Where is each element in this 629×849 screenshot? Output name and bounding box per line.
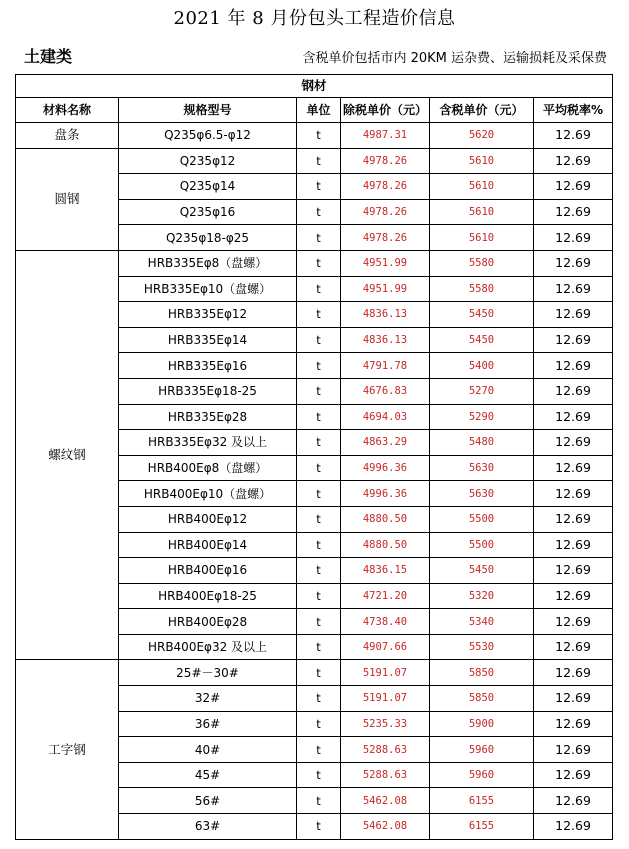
spec-cell: HRB400Eφ32 及以上 — [119, 634, 297, 660]
tax-rate-cell: 12.69 — [534, 302, 613, 328]
header-ex-tax-price: 除税单价（元） — [341, 98, 430, 123]
tax-rate-cell: 12.69 — [534, 148, 613, 174]
tax-rate-cell: 12.69 — [534, 353, 613, 379]
inc-tax-price-cell: 5480 — [430, 430, 534, 456]
inc-tax-price-cell: 5630 — [430, 455, 534, 481]
ex-tax-price-cell: 4694.03 — [341, 404, 430, 430]
ex-tax-price-cell: 4676.83 — [341, 378, 430, 404]
tax-rate-cell: 12.69 — [534, 762, 613, 788]
spec-cell: HRB400Eφ12 — [119, 506, 297, 532]
unit-cell: t — [297, 430, 341, 456]
ex-tax-price-cell: 4836.15 — [341, 558, 430, 584]
unit-cell: t — [297, 660, 341, 686]
ex-tax-price-cell: 4836.13 — [341, 327, 430, 353]
unit-cell: t — [297, 404, 341, 430]
ex-tax-price-cell: 4907.66 — [341, 634, 430, 660]
inc-tax-price-cell: 5450 — [430, 327, 534, 353]
spec-cell: HRB400Eφ18-25 — [119, 583, 297, 609]
spec-cell: 45# — [119, 762, 297, 788]
tax-rate-cell: 12.69 — [534, 558, 613, 584]
tax-rate-cell: 12.69 — [534, 276, 613, 302]
ex-tax-price-cell: 4951.99 — [341, 276, 430, 302]
inc-tax-price-cell: 5500 — [430, 532, 534, 558]
ex-tax-price-cell: 4978.26 — [341, 225, 430, 251]
tax-rate-cell: 12.69 — [534, 481, 613, 507]
ex-tax-price-cell: 5288.63 — [341, 762, 430, 788]
inc-tax-price-cell: 5900 — [430, 711, 534, 737]
ex-tax-price-cell: 4978.26 — [341, 148, 430, 174]
tax-rate-cell: 12.69 — [534, 711, 613, 737]
inc-tax-price-cell: 5290 — [430, 404, 534, 430]
tax-rate-cell: 12.69 — [534, 250, 613, 276]
spec-cell: Q235φ18-φ25 — [119, 225, 297, 251]
header-unit: 单位 — [297, 98, 341, 123]
unit-cell: t — [297, 199, 341, 225]
unit-cell: t — [297, 762, 341, 788]
ex-tax-price-cell: 4863.29 — [341, 430, 430, 456]
unit-cell: t — [297, 353, 341, 379]
inc-tax-price-cell: 5850 — [430, 660, 534, 686]
page-title: 2021 年 8 月份包头工程造价信息 — [173, 8, 456, 29]
inc-tax-price-cell: 5450 — [430, 558, 534, 584]
spec-cell: HRB400Eφ14 — [119, 532, 297, 558]
inc-tax-price-cell: 5960 — [430, 737, 534, 763]
header-inc-tax-price: 含税单价（元） — [430, 98, 534, 123]
inc-tax-price-cell: 5580 — [430, 276, 534, 302]
table-row — [16, 148, 613, 174]
spec-cell: HRB335Eφ12 — [119, 302, 297, 328]
ex-tax-price-cell: 5191.07 — [341, 686, 430, 712]
tax-rate-cell: 12.69 — [534, 660, 613, 686]
tax-rate-cell: 12.69 — [534, 327, 613, 353]
ex-tax-price-cell: 4996.36 — [341, 481, 430, 507]
unit-cell: t — [297, 225, 341, 251]
spec-cell: HRB400Eφ8（盘螺） — [119, 455, 297, 481]
spec-cell: 63# — [119, 814, 297, 840]
inc-tax-price-cell: 5620 — [430, 123, 534, 149]
spec-cell: Q235φ14 — [119, 174, 297, 200]
tax-rate-cell: 12.69 — [534, 123, 613, 149]
unit-cell: t — [297, 814, 341, 840]
unit-cell: t — [297, 455, 341, 481]
unit-cell: t — [297, 583, 341, 609]
inc-tax-price-cell: 5610 — [430, 199, 534, 225]
ex-tax-price-cell: 4880.50 — [341, 532, 430, 558]
spec-cell: HRB335Eφ28 — [119, 404, 297, 430]
unit-cell: t — [297, 481, 341, 507]
inc-tax-price-cell: 5320 — [430, 583, 534, 609]
spec-cell: 25#－30# — [119, 660, 297, 686]
material-name-cell: 圆钢 — [16, 148, 119, 250]
tax-rate-cell: 12.69 — [534, 404, 613, 430]
inc-tax-price-cell: 5500 — [430, 506, 534, 532]
inc-tax-price-cell: 6155 — [430, 814, 534, 840]
price-note: 含税单价包括市内 20KM 运杂费、运输损耗及采保费 — [302, 51, 607, 66]
price-table — [15, 74, 613, 840]
inc-tax-price-cell: 5340 — [430, 609, 534, 635]
ex-tax-price-cell: 4738.40 — [341, 609, 430, 635]
tax-rate-cell: 12.69 — [534, 506, 613, 532]
unit-cell: t — [297, 711, 341, 737]
spec-cell: HRB400Eφ10（盘螺） — [119, 481, 297, 507]
spec-cell: Q235φ6.5-φ12 — [119, 123, 297, 149]
tax-rate-cell: 12.69 — [534, 225, 613, 251]
ex-tax-price-cell: 4880.50 — [341, 506, 430, 532]
tax-rate-cell: 12.69 — [534, 634, 613, 660]
table-row — [16, 250, 613, 276]
unit-cell: t — [297, 174, 341, 200]
ex-tax-price-cell: 4721.20 — [341, 583, 430, 609]
spec-cell: 36# — [119, 711, 297, 737]
material-name-cell: 工字钢 — [16, 660, 119, 839]
inc-tax-price-cell: 5450 — [430, 302, 534, 328]
unit-cell: t — [297, 123, 341, 149]
spec-cell: HRB335Eφ8（盘螺） — [119, 250, 297, 276]
inc-tax-price-cell: 5270 — [430, 378, 534, 404]
spec-cell: HRB335Eφ16 — [119, 353, 297, 379]
ex-tax-price-cell: 4996.36 — [341, 455, 430, 481]
unit-cell: t — [297, 609, 341, 635]
unit-cell: t — [297, 532, 341, 558]
spec-cell: HRB335Eφ14 — [119, 327, 297, 353]
ex-tax-price-cell: 4978.26 — [341, 174, 430, 200]
unit-cell: t — [297, 634, 341, 660]
material-name-cell: 盘条 — [16, 123, 119, 149]
inc-tax-price-cell: 5630 — [430, 481, 534, 507]
unit-cell: t — [297, 788, 341, 814]
header-spec: 规格型号 — [119, 98, 297, 123]
ex-tax-price-cell: 5288.63 — [341, 737, 430, 763]
tax-rate-cell: 12.69 — [534, 583, 613, 609]
ex-tax-price-cell: 5462.08 — [341, 788, 430, 814]
header-row — [16, 98, 613, 123]
unit-cell: t — [297, 250, 341, 276]
spec-cell: HRB335Eφ18-25 — [119, 378, 297, 404]
unit-cell: t — [297, 558, 341, 584]
inc-tax-price-cell: 5960 — [430, 762, 534, 788]
unit-cell: t — [297, 276, 341, 302]
tax-rate-cell: 12.69 — [534, 788, 613, 814]
spec-cell: HRB335Eφ32 及以上 — [119, 430, 297, 456]
ex-tax-price-cell: 4836.13 — [341, 302, 430, 328]
tax-rate-cell: 12.69 — [534, 686, 613, 712]
ex-tax-price-cell: 5191.07 — [341, 660, 430, 686]
tax-rate-cell: 12.69 — [534, 174, 613, 200]
ex-tax-price-cell: 5235.33 — [341, 711, 430, 737]
category-label: 土建类 — [24, 47, 73, 66]
tax-rate-cell: 12.69 — [534, 430, 613, 456]
tax-rate-cell: 12.69 — [534, 532, 613, 558]
ex-tax-price-cell: 4951.99 — [341, 250, 430, 276]
tax-rate-cell: 12.69 — [534, 814, 613, 840]
inc-tax-price-cell: 5580 — [430, 250, 534, 276]
spec-cell: HRB400Eφ28 — [119, 609, 297, 635]
tax-rate-cell: 12.69 — [534, 199, 613, 225]
spec-cell: 40# — [119, 737, 297, 763]
unit-cell: t — [297, 302, 341, 328]
table-row — [16, 660, 613, 686]
ex-tax-price-cell: 4791.78 — [341, 353, 430, 379]
tax-rate-cell: 12.69 — [534, 378, 613, 404]
unit-cell: t — [297, 327, 341, 353]
inc-tax-price-cell: 5530 — [430, 634, 534, 660]
spec-cell: 32# — [119, 686, 297, 712]
unit-cell: t — [297, 737, 341, 763]
section-title: 钢材 — [16, 75, 613, 98]
unit-cell: t — [297, 686, 341, 712]
inc-tax-price-cell: 5610 — [430, 225, 534, 251]
tax-rate-cell: 12.69 — [534, 455, 613, 481]
material-name-cell: 螺纹钢 — [16, 250, 119, 660]
table-row — [16, 123, 613, 149]
inc-tax-price-cell: 6155 — [430, 788, 534, 814]
inc-tax-price-cell: 5400 — [430, 353, 534, 379]
spec-cell: 56# — [119, 788, 297, 814]
unit-cell: t — [297, 378, 341, 404]
section-row — [16, 75, 613, 98]
header-tax-rate: 平均税率% — [534, 98, 613, 123]
spec-cell: HRB335Eφ10（盘螺） — [119, 276, 297, 302]
spec-cell: Q235φ12 — [119, 148, 297, 174]
ex-tax-price-cell: 4987.31 — [341, 123, 430, 149]
spec-cell: Q235φ16 — [119, 199, 297, 225]
tax-rate-cell: 12.69 — [534, 609, 613, 635]
ex-tax-price-cell: 4978.26 — [341, 199, 430, 225]
inc-tax-price-cell: 5850 — [430, 686, 534, 712]
spec-cell: HRB400Eφ16 — [119, 558, 297, 584]
header-material-name: 材料名称 — [16, 98, 119, 123]
ex-tax-price-cell: 5462.08 — [341, 814, 430, 840]
tax-rate-cell: 12.69 — [534, 737, 613, 763]
inc-tax-price-cell: 5610 — [430, 148, 534, 174]
unit-cell: t — [297, 506, 341, 532]
unit-cell: t — [297, 148, 341, 174]
inc-tax-price-cell: 5610 — [430, 174, 534, 200]
